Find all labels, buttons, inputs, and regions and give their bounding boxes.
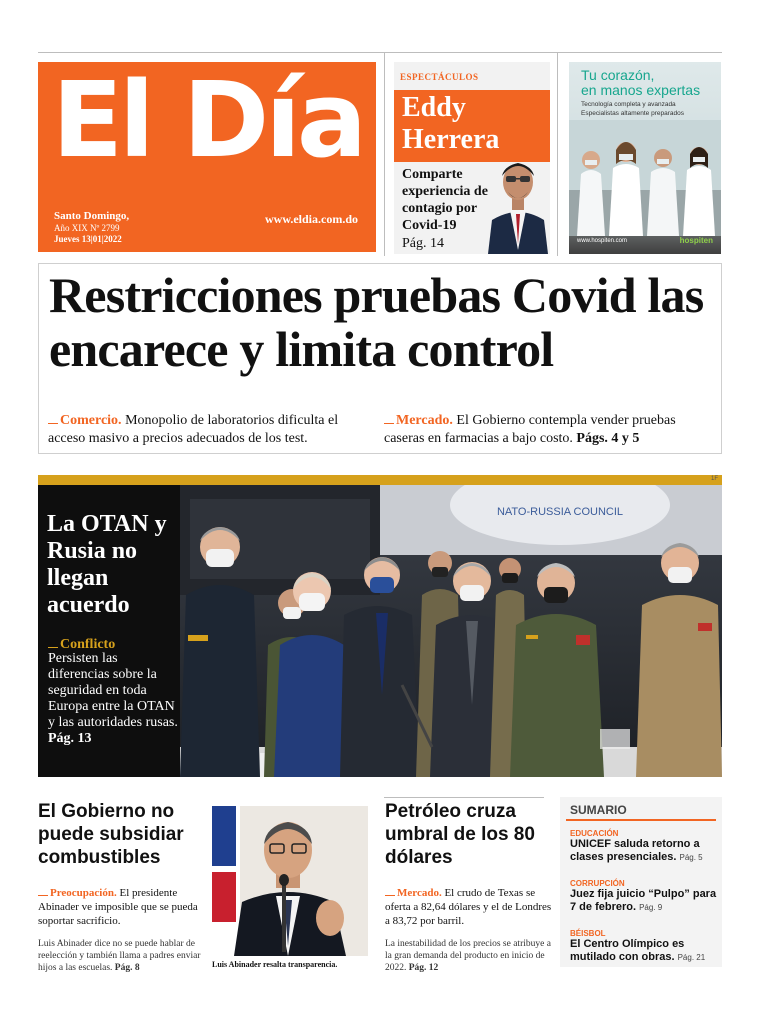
column-divider — [384, 52, 385, 256]
abinader-photo[interactable] — [212, 806, 368, 956]
dash-decoration — [385, 895, 395, 896]
dash-decoration — [384, 423, 394, 424]
otan-summary — [48, 651, 178, 747]
dash-decoration — [48, 423, 58, 424]
ad-brand: hospiten — [679, 236, 713, 245]
sumario-text — [570, 888, 718, 914]
ad-title — [581, 68, 700, 98]
gobierno-summary — [38, 886, 208, 928]
sumario-page: Pág. 9 — [639, 903, 663, 912]
lead-right-pages: Págs. 4 y 5 — [576, 431, 640, 446]
gobierno-note — [38, 938, 208, 974]
dash-decoration — [38, 895, 48, 896]
teaser-name-box — [394, 90, 550, 162]
sumario-kicker: CORRUPCIÓN — [570, 879, 625, 888]
sumario-kicker: EDUCACIÓN — [570, 829, 619, 838]
abinader-caption: Luis Abinader resalta transparencia. — [212, 960, 338, 969]
teaser-kicker: ESPECTÁCULOS — [400, 72, 479, 82]
ad-title-line1: Tu corazón, — [581, 67, 655, 83]
petroleo-headline[interactable]: Petróleo cruza umbral de los 80 dólares — [385, 801, 535, 868]
photo-code: 1F — [710, 476, 718, 482]
gobierno-page: Pág. 8 — [114, 963, 140, 973]
column-divider — [557, 52, 558, 256]
gobierno-note-text: Luis Abinader dice no se puede hablar de reelección y también llama a padres enviar hijos a las escuelas. — [38, 939, 201, 973]
sumario-text — [570, 838, 718, 864]
otan-summary-text: Persisten las diferencias sobre la seguridad en toda Europa entre la OTAN y las autoridades rusas. — [48, 651, 178, 730]
masthead-city: Santo Domingo, — [54, 210, 130, 222]
ad-line2: Especialistas altamente preparados — [581, 110, 684, 117]
nato-russia-photo[interactable] — [180, 485, 722, 777]
sumario-rule — [566, 819, 716, 821]
sumario-box — [560, 797, 722, 967]
teaser-name-first: Eddy — [402, 92, 466, 123]
sumario-item[interactable] — [570, 829, 718, 864]
ad-footer: www.hospiten.com — [577, 238, 628, 244]
masthead-url[interactable]: www.eldia.com.do — [265, 212, 358, 226]
lead-left-tag: Comercio. — [60, 413, 122, 428]
otan-page: Pág. 13 — [48, 731, 92, 746]
sumario-text-body: Juez fija juicio “Pulpo” para 7 de febrero. — [570, 888, 717, 913]
lead-story[interactable] — [38, 263, 722, 454]
masthead — [38, 59, 376, 252]
nato-russia-sign: NATO-RUSSIA COUNCIL — [496, 506, 624, 518]
ad-line1: Tecnología completa y avanzada — [581, 101, 676, 108]
teaser-description: Comparte experiencia de contagio por Covid-19 — [402, 167, 488, 233]
lead-left-text: Monopolio de laboratorios dificulta el acceso masivo a precios adecuados de los test. — [48, 413, 339, 446]
petroleo-text: El crudo de Texas se oferta a 82,64 dólares y el de Londres a 83,72 por barril. — [385, 887, 552, 927]
entertainment-teaser[interactable] — [394, 62, 550, 254]
gobierno-tag: Preocupación. — [50, 887, 117, 899]
sumario-page: Pág. 21 — [677, 953, 706, 962]
ad-title-line2: en manos expertas — [581, 82, 701, 98]
lead-right-summary — [384, 412, 714, 448]
sumario-item[interactable] — [570, 879, 718, 914]
lead-left-summary — [48, 412, 373, 448]
medical-team-photo — [569, 120, 721, 236]
teaser-name — [402, 92, 499, 156]
sumario-title: SUMARIO — [570, 803, 627, 817]
top-rule — [38, 52, 722, 53]
petroleo-summary — [385, 886, 555, 928]
sumario-text-body: UNICEF saluda retorno a clases presenciales. — [570, 838, 700, 863]
petroleo-note — [385, 938, 555, 974]
lead-right-tag: Mercado. — [396, 413, 453, 428]
gobierno-text: El presidente Abinader ve imposible que se pueda soportar sacrificio. — [38, 887, 198, 927]
otan-headline: La OTAN y Rusia no llegan acuerdo — [47, 511, 167, 618]
teaser-name-last: Herrera — [402, 124, 500, 155]
dash-decoration — [48, 647, 58, 648]
column-rule — [384, 797, 544, 798]
petroleo-page: Pág. 12 — [408, 963, 439, 973]
sumario-page: Pág. 5 — [679, 853, 703, 862]
lead-headline: Restricciones pruebas Covid las encarece y limita control — [49, 267, 704, 377]
petroleo-note-text: La inestabilidad de los precios se atribuye a la gran demanda del producto en inicio de 2022. — [385, 939, 551, 973]
sumario-text-body: El Centro Olímpico es mutilado con obras. — [570, 938, 685, 963]
masthead-issue: Año XIX Nº 2799 — [54, 223, 120, 233]
teaser-page: Pág. 14 — [402, 236, 444, 251]
sumario-kicker: BÉISBOL — [570, 929, 606, 938]
logo[interactable]: El Día — [52, 59, 364, 181]
hospital-ad[interactable] — [569, 62, 721, 254]
sumario-item[interactable] — [570, 929, 718, 964]
masthead-date: Jueves 13|01|2022 — [54, 234, 122, 244]
ad-subtitle — [581, 100, 684, 118]
sumario-text — [570, 938, 718, 964]
gold-band — [38, 475, 722, 485]
gobierno-headline[interactable]: El Gobierno no puede subsidiar combustibles — [38, 801, 184, 868]
lead-right-text: El Gobierno contempla vender pruebas caseras en farmacias a bajo costo. — [384, 413, 676, 446]
petroleo-tag: Mercado. — [397, 887, 442, 899]
otan-story-panel[interactable] — [38, 485, 180, 777]
otan-tag-text: Conflicto — [60, 637, 116, 652]
